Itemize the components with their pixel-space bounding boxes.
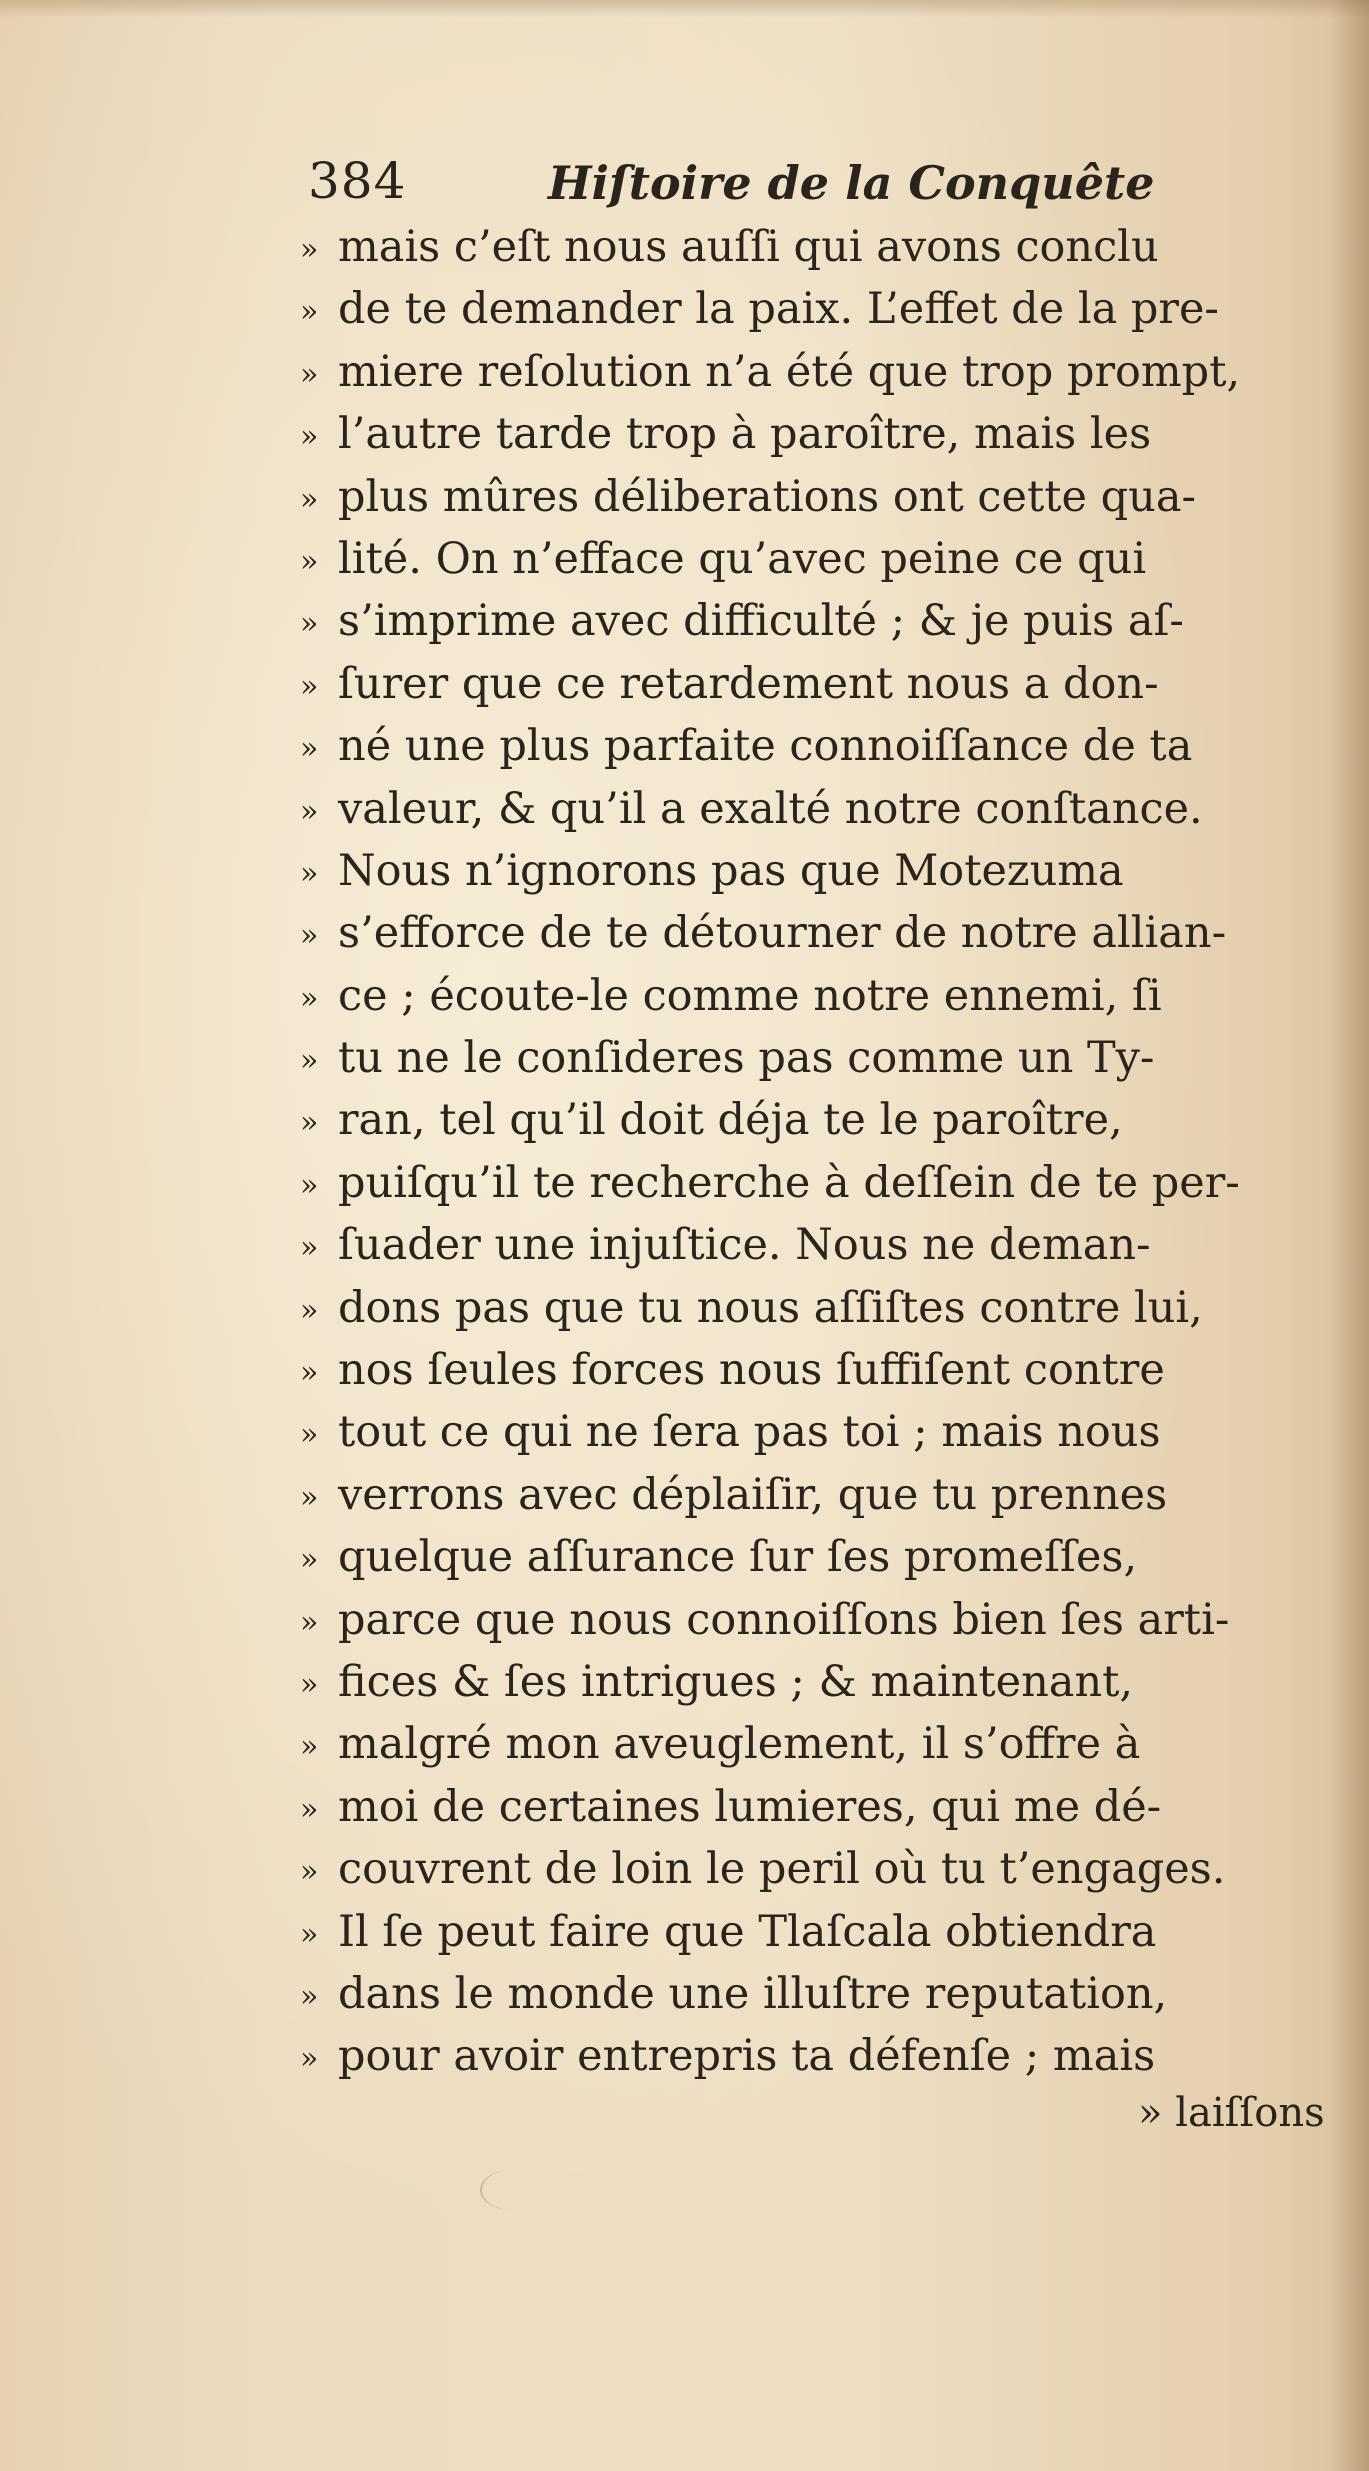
text-line (300, 840, 1340, 902)
text-line (300, 1464, 1340, 1526)
line-text: Il ſe peut faire que Tlaſcala obtiendra (338, 1906, 1157, 1957)
text-line (300, 1089, 1340, 1151)
quotation-mark: » (300, 481, 319, 517)
quotation-mark: » (300, 543, 319, 579)
text-line (300, 1776, 1340, 1838)
text-body (300, 216, 1340, 2088)
quotation-mark: » (300, 1542, 319, 1578)
line-text: tout ce qui ne ſera pas toi ; mais nous (338, 1407, 1161, 1458)
running-head (308, 152, 1208, 222)
text-line (300, 1651, 1340, 1713)
quotation-mark: » (300, 1729, 319, 1765)
text-line (300, 216, 1340, 278)
text-line (300, 1963, 1340, 2025)
text-line (300, 403, 1340, 465)
quotation-mark: » (300, 606, 319, 642)
quotation-mark: » (300, 2041, 319, 2077)
text-line (300, 2025, 1340, 2087)
text-line (300, 1838, 1340, 1900)
line-text: de te demander la paix. L’effet de la pre- (338, 284, 1219, 335)
line-text: dans le monde une illuſtre reputation, (338, 1968, 1168, 2019)
quotation-mark: » (300, 1978, 319, 2014)
text-line (300, 1713, 1340, 1775)
line-text: verrons avec déplaiſir, que tu prennes (338, 1469, 1168, 1520)
line-text: nos ſeules forces nous ſuffiſent contre (338, 1345, 1165, 1396)
quotation-mark: » (300, 1167, 319, 1203)
quotation-mark: » (300, 668, 319, 704)
quotation-mark: » (300, 793, 319, 829)
quotation-mark: » (300, 1292, 319, 1328)
line-text: lité. On n’efface qu’avec peine ce qui (338, 533, 1147, 584)
quotation-mark: » (300, 419, 319, 455)
text-line (300, 1277, 1340, 1339)
line-text: malgré mon aveuglement, il s’offre à (338, 1719, 1141, 1770)
quotation-mark: » (300, 1417, 319, 1453)
line-text: puiſqu’il te recherche à deſſein de te per- (338, 1157, 1240, 1208)
text-line (300, 778, 1340, 840)
quotation-mark: » (300, 918, 319, 954)
text-line (300, 1214, 1340, 1276)
text-line (300, 965, 1340, 1027)
quotation-mark: » (300, 1479, 319, 1515)
text-line (300, 1027, 1340, 1089)
line-text: Nous n’ignorons pas que Motezuma (338, 845, 1124, 896)
paper-mark (480, 2170, 542, 2210)
line-text: ce ; écoute-le comme notre ennemi, ſi (338, 970, 1162, 1021)
quotation-mark: » (300, 1355, 319, 1391)
line-text: pour avoir entrepris ta défenſe ; mais (338, 2031, 1156, 2082)
quotation-mark: » (300, 1230, 319, 1266)
line-text: dons pas que tu nous aſſiſtes contre lui, (338, 1282, 1203, 1333)
quotation-mark: » (300, 855, 319, 891)
text-line (300, 715, 1340, 777)
quotation-mark: » (300, 1604, 319, 1640)
line-text: l’autre tarde trop à paroître, mais les (338, 409, 1152, 460)
page-top-shadow (0, 0, 1369, 18)
line-text: miere reſolution n’a été que trop prompt, (338, 346, 1241, 397)
line-text: s’efforce de te détourner de notre allian- (338, 908, 1227, 959)
text-line (300, 590, 1340, 652)
line-text: plus mûres déliberations ont cette qua- (338, 471, 1197, 522)
quotation-mark: » (300, 1854, 319, 1890)
line-text: parce que nous connoiſſons bien ſes arti- (338, 1594, 1230, 1645)
line-text: moi de certaines lumieres, qui me dé- (338, 1781, 1162, 1832)
quotation-mark: » (300, 1105, 319, 1141)
quotation-mark: » (300, 1666, 319, 1702)
quotation-mark: » (300, 1916, 319, 1952)
quotation-mark: » (300, 1791, 319, 1827)
line-text: ſurer que ce retardement nous a don- (338, 658, 1159, 709)
line-text: couvrent de loin le peril où tu t’engages. (338, 1844, 1226, 1895)
line-text: mais c’eſt nous auſſi qui avons conclu (338, 222, 1159, 272)
line-text: fices & ſes intrigues ; & maintenant, (338, 1656, 1134, 1707)
quotation-mark: » (300, 356, 319, 392)
running-title: Hiſtoire de la Conquête (548, 156, 1155, 210)
text-line (300, 1152, 1340, 1214)
line-text: quelque aſſurance ſur ſes promeſſes, (338, 1532, 1138, 1583)
line-text: valeur, & qu’il a exalté notre conſtance. (338, 783, 1203, 834)
text-line (300, 1526, 1340, 1588)
text-line (300, 1401, 1340, 1463)
page-number: 384 (308, 152, 407, 210)
catchword: » laiſſons (1138, 2090, 1325, 2136)
text-line (300, 653, 1340, 715)
quotation-mark: » (300, 1043, 319, 1079)
quotation-mark: » (300, 294, 319, 330)
text-line (300, 1589, 1340, 1651)
quotation-mark: » (300, 232, 319, 267)
quotation-mark: » (300, 731, 319, 767)
text-line (300, 466, 1340, 528)
text-line (300, 1339, 1340, 1401)
text-line (300, 1901, 1340, 1963)
text-line (300, 902, 1340, 964)
text-line (300, 278, 1340, 340)
text-line (300, 341, 1340, 403)
line-text: tu ne le conſideres pas comme un Ty- (338, 1033, 1155, 1084)
line-text: s’imprime avec difficulté ; & je puis aſ- (338, 596, 1184, 647)
quotation-mark: » (300, 980, 319, 1016)
line-text: ſuader une injuſtice. Nous ne deman- (338, 1220, 1151, 1271)
text-line (300, 528, 1340, 590)
line-text: né une plus parfaite connoiſſance de ta (338, 721, 1193, 772)
line-text: ran, tel qu’il doit déja te le paroître, (338, 1095, 1123, 1146)
